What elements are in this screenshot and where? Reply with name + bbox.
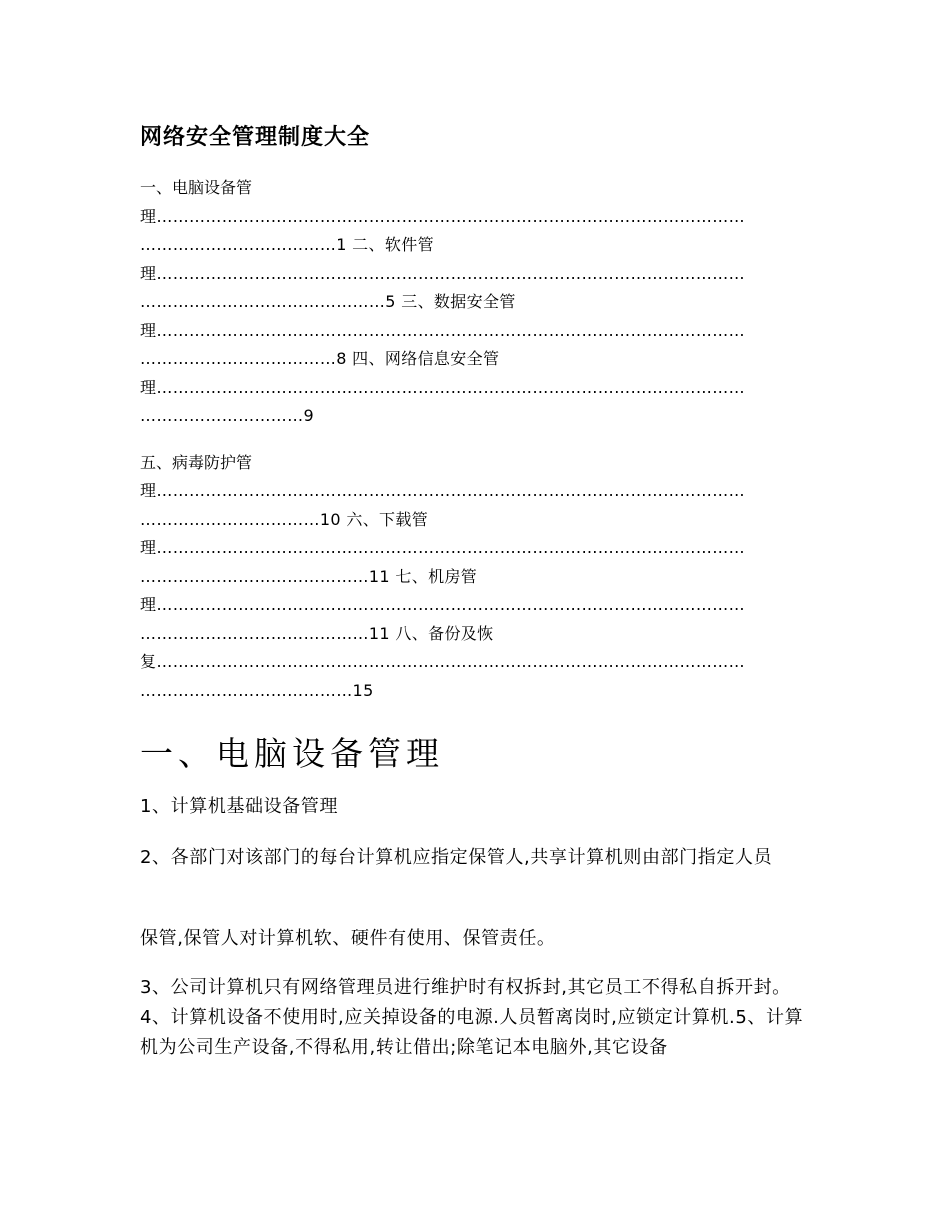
toc-line: 理……………………………………………………………………………………………… bbox=[140, 481, 745, 500]
toc-line: 理……………………………………………………………………………………………… bbox=[140, 263, 745, 283]
toc-line: …………………………9 bbox=[140, 406, 315, 425]
toc-line: 理……………………………………………………………………………………………… bbox=[140, 320, 745, 340]
toc-line: ……………………………10 六、下载管 bbox=[140, 509, 429, 529]
toc-line: ……………………………………11 八、备份及恢 bbox=[140, 623, 494, 643]
paragraph: 1、计算机基础设备管理 bbox=[140, 796, 339, 817]
toc-line: ………………………………1 二、软件管 bbox=[140, 235, 434, 254]
toc-line: 复……………………………………………………………………………………………… bbox=[140, 652, 745, 671]
table-of-contents bbox=[140, 174, 810, 705]
toc-line: ………………………………8 四、网络信息安全管 bbox=[140, 349, 500, 368]
paragraph: 保管,保管人对计算机软、硬件有使用、保管责任。 bbox=[140, 928, 556, 949]
paragraph: 3、公司计算机只有网络管理员进行维护时有权拆封,其它员工不得私自拆开封。4、计算机设备不使用时,应关掉设备的电源.人员暂离岗时,应锁定计算机.5、计算机为公司生产设备,不得私用,转让借出;除笔记本电脑外,其它设备 bbox=[140, 977, 804, 1058]
section-heading: 一、电脑设备管理 bbox=[140, 734, 444, 773]
toc-line: 理……………………………………………………………………………………………… bbox=[140, 595, 745, 614]
paragraph: 2、各部门对该部门的每台计算机应指定保管人,共享计算机则由部门指定人员 bbox=[140, 847, 773, 868]
document-title: 网络安全管理制度大全 bbox=[140, 125, 371, 150]
toc-line: 五、病毒防护管 bbox=[140, 452, 253, 472]
toc-line: 理……………………………………………………………………………………………… bbox=[140, 377, 745, 397]
toc-line: 理……………………………………………………………………………………………… bbox=[140, 538, 745, 557]
toc-line: 一、电脑设备管 bbox=[140, 178, 253, 197]
toc-line: ………………………………………5 三、数据安全管 bbox=[140, 292, 516, 311]
toc-line: …………………………………15 bbox=[140, 680, 374, 700]
toc-spacer bbox=[140, 431, 810, 449]
toc-line: ……………………………………11 七、机房管 bbox=[140, 566, 478, 586]
toc-line: 理……………………………………………………………………………………………… bbox=[140, 206, 745, 226]
